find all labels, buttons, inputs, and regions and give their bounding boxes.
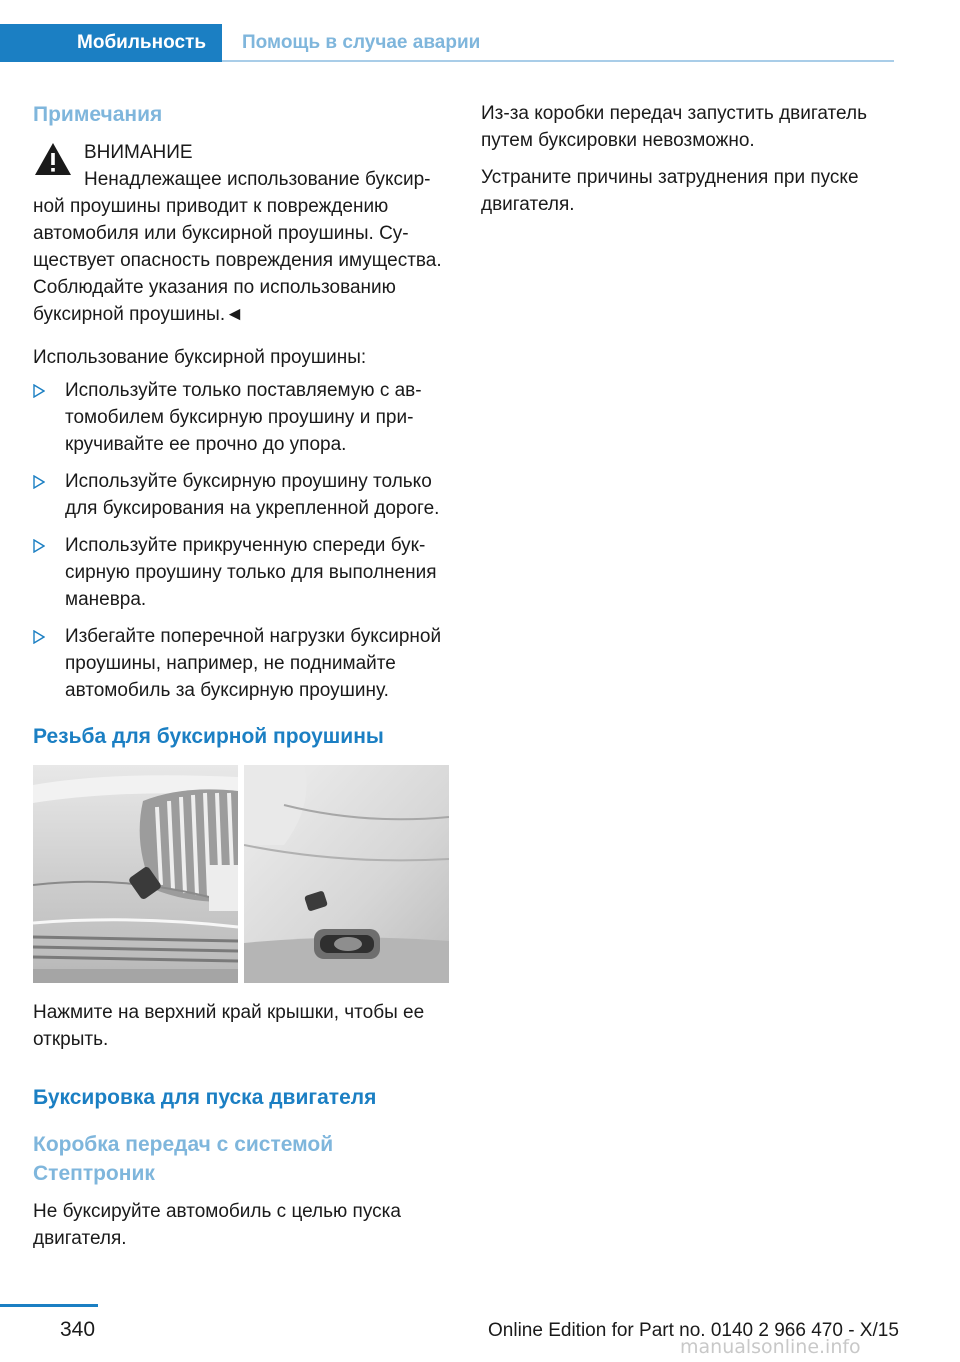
tow-start-heading: Буксировка для пуска двигателя <box>33 1086 377 1109</box>
bullet-triangle-icon <box>33 539 45 553</box>
header-divider <box>222 60 894 62</box>
list-item <box>33 468 449 522</box>
steptronic-heading: Коробка передач с системой Стептроник <box>33 1133 334 1185</box>
front-bumper-photo <box>33 765 238 983</box>
page-number: 340 <box>60 1318 96 1341</box>
warning-title: ВНИМАНИЕ <box>84 142 193 163</box>
bullet-triangle-icon <box>33 475 45 489</box>
gearbox-note: Из-за коробки передач запустить двигатель путем буксировки невозможно. <box>481 103 867 151</box>
warning-block <box>33 139 449 328</box>
warning-triangle-icon <box>33 141 73 177</box>
list-item-text: Используйте только поставляемую с автомобилем буксирную проушину и прикручивайте ее прочно до упора. <box>65 380 422 455</box>
usage-list <box>33 377 449 704</box>
usage-intro: Использование буксирной проушины: <box>33 347 367 368</box>
warning-text: ной проушины приводит к повреждению автомобиля или буксирной проушины. Существует опасность повреждения имущества. Соблюдайте указания по использованию буксирной проушины.◄ <box>33 196 442 325</box>
header-tab-emergency[interactable]: Помощь в случае аварии <box>242 32 481 53</box>
footer-accent-line <box>0 1304 98 1307</box>
left-column <box>33 100 449 1252</box>
no-tow-text: Не буксируйте автомобиль с целью пуска двигателя. <box>33 1201 401 1249</box>
tow-eye-photos <box>33 765 449 983</box>
rear-bumper-photo <box>244 765 449 983</box>
list-item <box>33 623 449 704</box>
list-item-text: Используйте прикрученную спереди буксирную проушину только для выполнения маневра. <box>65 535 437 610</box>
list-item-text: Избегайте поперечной нагрузки буксирной проушины, например, не поднимайте автомобиль за буксирную проушину. <box>65 626 442 701</box>
press-instruction: Нажмите на верхний край крышки, чтобы ее открыть. <box>33 1002 425 1050</box>
list-item <box>33 377 449 458</box>
header-tab-mobility[interactable] <box>0 24 222 62</box>
right-column <box>481 100 901 218</box>
fix-cause-note: Устраните причины затруднения при пуске двигателя. <box>481 167 859 215</box>
warning-text-first: Ненадлежащее использование буксир- <box>84 169 431 190</box>
edition-info: Online Edition for Part no. 0140 2 966 470 - X/15 <box>488 1320 899 1341</box>
thread-heading: Резьба для буксирной проушины <box>33 725 384 748</box>
watermark: manualsonline.info <box>680 1336 861 1358</box>
header-tab-mobility-label: Мобильность <box>77 32 206 53</box>
list-item-text: Используйте буксирную проушину только для буксирования на укрепленной дороге. <box>65 471 440 519</box>
bullet-triangle-icon <box>33 630 45 644</box>
list-item <box>33 532 449 613</box>
bullet-triangle-icon <box>33 384 45 398</box>
notes-heading: Примечания <box>33 103 163 126</box>
